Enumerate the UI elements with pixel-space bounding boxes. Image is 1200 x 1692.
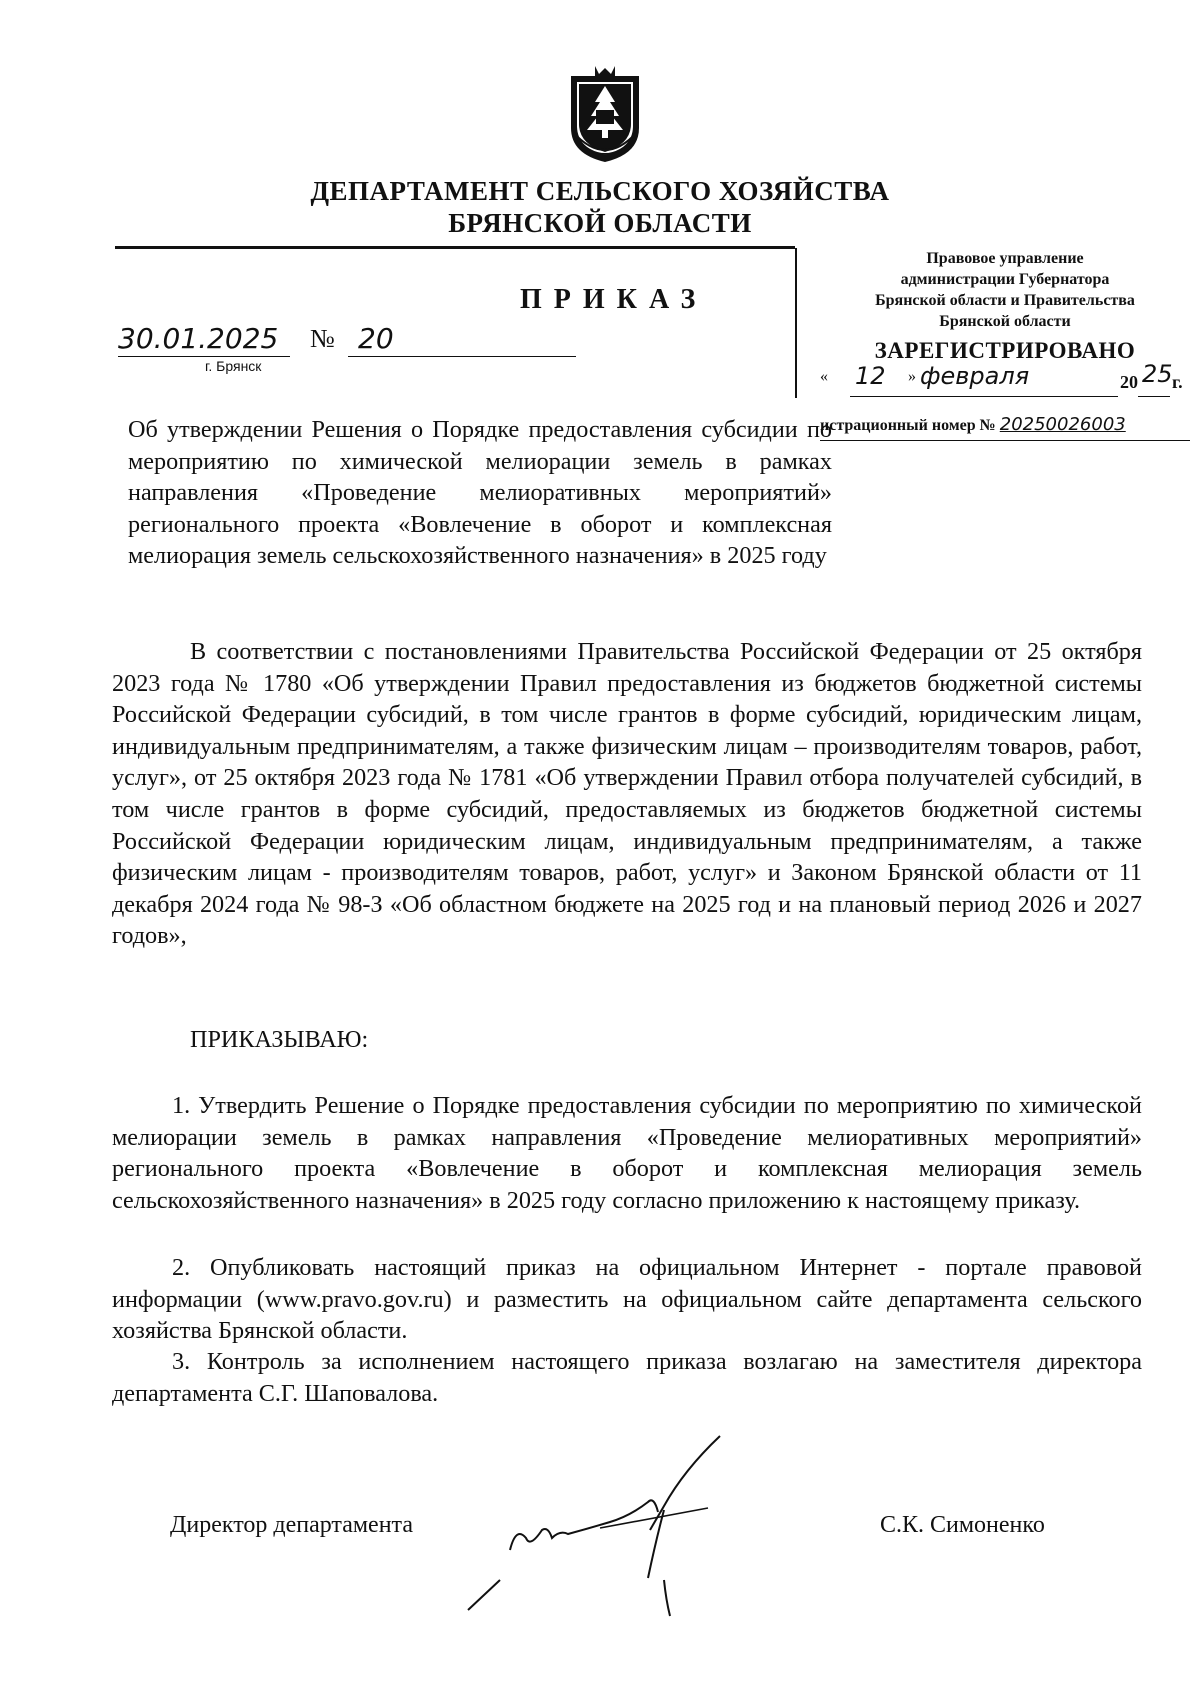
stamp-date-line: « 12 » февраля 20 25 г.: [820, 366, 1195, 400]
stamp-month: февраля: [920, 362, 1030, 390]
order-word: ПРИКАЗЫВАЮ:: [190, 1026, 369, 1053]
stamp-bottom-line: [820, 440, 1190, 441]
header-rule: [115, 246, 795, 249]
number-label: №: [310, 324, 335, 353]
handwritten-signature-icon: [460, 1430, 800, 1620]
order-subject: Об утверждении Решения о Порядке предоставления субсидии по мероприятию по химической мелиорации земель в рамках направления «Проведение мелиоративных мероприятий» регионального проекта «Вовлечение в оборот и комплексная мелиорация земель сельскохозяйственного назначения» в 2025 году: [128, 416, 832, 569]
stamp-year-prefix: 20: [1120, 372, 1138, 392]
stamp-year-suffix: г.: [1172, 372, 1183, 392]
stamp-registered: ЗАРЕГИСТРИРОВАНО: [874, 338, 1136, 363]
coat-of-arms-icon: [565, 66, 645, 166]
department-name-line2: БРЯНСКОЙ ОБЛАСТИ: [448, 208, 752, 238]
date-number-line: [118, 322, 394, 355]
city-label: г. Брянск: [205, 358, 262, 374]
stamp-reg-number: 20250026003: [999, 414, 1126, 435]
order-item-3: 3. Контроль за исполнением настоящего приказа возлагаю на заместителя директора департамента С.Г. Шаповалова.: [112, 1348, 1142, 1407]
signatory-name: С.К. Симоненко: [880, 1512, 1045, 1538]
department-name-line1: ДЕПАРТАМЕНТ СЕЛЬСКОГО ХОЗЯЙСТВА: [310, 176, 890, 206]
stamp-line1: Правовое управление: [926, 250, 1084, 267]
stamp-reg-number-line: [820, 414, 1126, 435]
document-type-title: ПРИКАЗ: [520, 284, 708, 315]
stamp-border-line: [795, 248, 797, 398]
signatory-title: Директор департамента: [170, 1512, 413, 1538]
registration-stamp: [820, 248, 1190, 366]
preamble-paragraph: В соответствии с постановлениями Правительства Российской Федерации от 25 октября 2023 года № 1780 «Об утверждении Правил предоставления из бюджетов бюджетной системы Российской Федерации субсидий, в том числе грантов в форме субсидий, юридическим лицам, индивидуальным предпринимателям, а также физическим лицам – производителям товаров, работ, услуг», от 25 октября 2023 года № 1781 «Об утверждении Правил отбора получателей субсидий, в том числе грантов в форме субсидий, предоставляемых из бюджетов бюджетной системы Российской Федерации юридическим лицам, индивидуальным предпринимателям, а также физическим лицам - производителям товаров, работ, услуг» и Законом Брянской области от 11 декабря 2024 года № 98-З «Об областном бюджете на 2025 год и на плановый период 2026 и 2027 годов»,: [112, 638, 1142, 950]
order-item-1: 1. Утвердить Решение о Порядке предоставления субсидии по мероприятию по химической мелиорации земель в рамках направления «Проведение мелиоративных мероприятий» регионального проекта «Вовлечение в оборот и комплексная мелиорация земель сельскохозяйственного назначения» в 2025 году согласно приложению к настоящему приказу.: [112, 1092, 1142, 1214]
order-date: 30.01.2025: [118, 322, 279, 355]
stamp-line2: администрации Губернатора: [900, 271, 1110, 288]
stamp-year: 25: [1142, 360, 1173, 388]
stamp-line4: Брянской области: [939, 313, 1071, 330]
order-number: 20: [358, 322, 394, 355]
stamp-line3: Брянской области и Правительства: [875, 292, 1135, 309]
order-item-2: 2. Опубликовать настоящий приказ на официальном Интернет - портале правовой информации (www.pravo.gov.ru) и разместить на официальном сайте департамента сельского хозяйства Брянской области.: [112, 1254, 1142, 1345]
stamp-day: 12: [855, 362, 886, 390]
stamp-reg-label: истрационный номер №: [820, 417, 996, 434]
